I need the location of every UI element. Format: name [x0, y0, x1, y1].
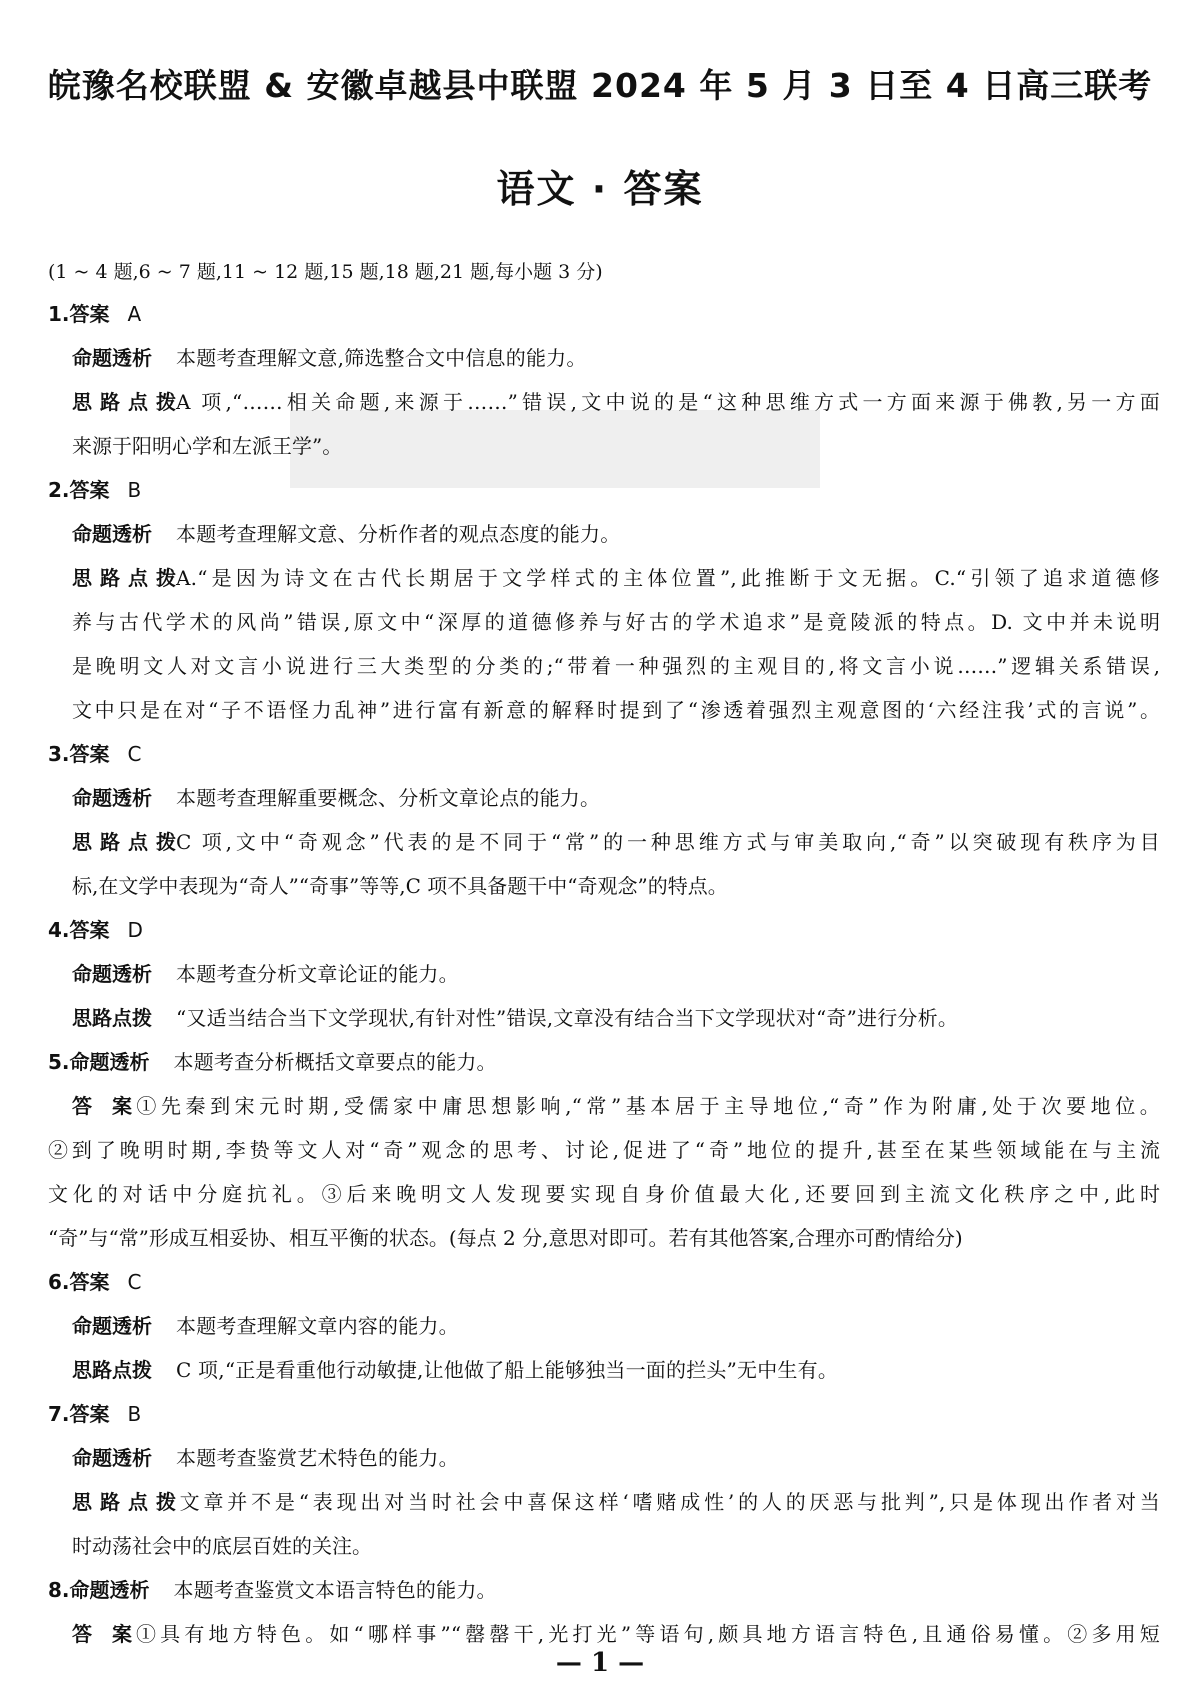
intent-text: 本题考查理解重要概念、分析文章论点的能力。 — [176, 786, 601, 810]
answer-value: D — [127, 918, 143, 942]
question-5-intent-row — [48, 1040, 1160, 1084]
question-number: 1. — [48, 302, 70, 326]
intent-label: 命题透析 — [72, 522, 152, 546]
intent-text: 本题考查理解文意,筛选整合文中信息的能力。 — [176, 346, 587, 370]
question-6-hint-row — [48, 1348, 1160, 1392]
question-5-answer-continued: ②到了晚明时期,李贽等文人对“奇”观念的思考、讨论,促进了“奇”地位的提升,甚至在某些领域能在与主流 — [48, 1138, 1160, 1162]
page-number: — 1 — — [555, 1648, 645, 1678]
question-3-hint-row — [48, 820, 1160, 864]
answer-label: 答案 — [72, 1622, 132, 1646]
question-number: 8. — [48, 1578, 70, 1602]
question-8-intent-row — [48, 1568, 1160, 1612]
intent-text: 本题考查分析概括文章要点的能力。 — [173, 1050, 497, 1074]
hint-label: 思路点拨 — [72, 830, 176, 854]
question-2-hint-row — [48, 556, 1160, 600]
question-number: 2. — [48, 478, 70, 502]
exam-title: 皖豫名校联盟 & 安徽卓越县中联盟 2024 年 5 月 3 日至 4 日高三联考 — [47, 66, 1153, 105]
question-2-intent-row — [48, 512, 1160, 556]
question-2-hint-continued: 养与古代学术的风尚”错误,原文中“深厚的道德修养与好古的学术追求”是竟陵派的特点。D. 文中并未说明 — [72, 610, 1160, 634]
answer-content — [48, 252, 1160, 1656]
exam-subtitle: 语文 · 答案 — [496, 167, 704, 211]
answer-value: B — [127, 1402, 142, 1426]
question-3-intent-row — [48, 776, 1160, 820]
hint-text: “又适当结合当下文学现状,有针对性”错误,文章没有结合当下文学现状对“奇”进行分析。 — [176, 1006, 959, 1030]
answer-label: 答案 — [69, 742, 110, 766]
answer-value: A — [127, 302, 142, 326]
question-number: 7. — [48, 1402, 70, 1426]
question-7-hint-continued: 时动荡社会中的底层百姓的关注。 — [72, 1534, 372, 1558]
intent-label: 命题透析 — [72, 786, 152, 810]
answer-value: B — [127, 478, 142, 502]
intent-label: 命题透析 — [69, 1578, 150, 1602]
intent-label: 命题透析 — [72, 962, 152, 986]
hint-label: 思路点拨 — [72, 566, 176, 590]
intent-label: 命题透析 — [72, 1446, 152, 1470]
hint-label: 思路点拨 — [72, 1490, 176, 1514]
answer-label: 答案 — [69, 302, 110, 326]
question-6-answer-row — [48, 1260, 1160, 1304]
intent-text: 本题考查理解文章内容的能力。 — [176, 1314, 459, 1338]
answer-label: 答案 — [69, 1270, 110, 1294]
intent-label: 命题透析 — [72, 1314, 152, 1338]
question-number: 6. — [48, 1270, 70, 1294]
hint-text: 文章并不是“表现出对当时社会中喜保这样‘嗜赌成性’的人的厌恶与批判”,只是体现出作者对当 — [176, 1490, 1160, 1514]
answer-label: 答案 — [72, 1094, 132, 1118]
question-4-hint-row — [48, 996, 1160, 1040]
question-2-hint-continued: 是晚明文人对文言小说进行三大类型的分类的;“带着一种强烈的主观目的,将文言小说……”逻辑关系错误, — [72, 654, 1160, 678]
answer-label: 答案 — [69, 918, 110, 942]
question-7-intent-row — [48, 1436, 1160, 1480]
answer-value: C — [127, 742, 142, 766]
intent-label: 命题透析 — [69, 1050, 150, 1074]
intent-label: 命题透析 — [72, 346, 152, 370]
answer-label: 答案 — [69, 478, 110, 502]
hint-text: A 项,“……相关命题,来源于……”错误,文中说的是“这种思维方式一方面来源于佛教,另一方面 — [176, 390, 1160, 414]
question-5-answer-row — [48, 1084, 1160, 1128]
question-3-answer-row — [48, 732, 1160, 776]
question-1-intent-row — [48, 336, 1160, 380]
question-1-hint-continued: 来源于阳明心学和左派王学”。 — [72, 434, 343, 458]
question-2-hint-continued: 文中只是在对“子不语怪力乱神”进行富有新意的解释时提到了“渗透着强烈主观意图的‘六经注我’式的言说”。 — [72, 698, 1160, 722]
answer-label: 答案 — [69, 1402, 110, 1426]
question-1-hint-row — [48, 380, 1160, 424]
question-number: 3. — [48, 742, 70, 766]
hint-text: A.“是因为诗文在古代长期居于文学样式的主体位置”,此推断于文无据。C.“引领了追求道德修 — [176, 566, 1160, 590]
question-5-answer-continued: “奇”与“常”形成互相妥协、相互平衡的状态。(每点 2 分,意思对即可。若有其他答案,合理亦可酌情给分) — [48, 1226, 963, 1250]
hint-label: 思路点拨 — [72, 390, 176, 414]
answer-value: C — [127, 1270, 142, 1294]
question-2-answer-row — [48, 468, 1160, 512]
question-number: 4. — [48, 918, 70, 942]
hint-label: 思路点拨 — [72, 1006, 152, 1030]
answer-text: ①具有地方特色。如“哪样事”“罄罄干,光打光”等语句,颇具地方语言特色,且通俗易懂。②多用短 — [132, 1622, 1160, 1646]
intent-text: 本题考查分析文章论证的能力。 — [176, 962, 459, 986]
intent-text: 本题考查鉴赏文本语言特色的能力。 — [173, 1578, 497, 1602]
scoring-note: (1 ~ 4 题,6 ~ 7 题,11 ~ 12 题,15 题,18 题,21 题,每小题 3 分) — [48, 261, 603, 283]
question-1-answer-row — [48, 292, 1160, 336]
intent-text: 本题考查理解文意、分析作者的观点态度的能力。 — [176, 522, 621, 546]
question-7-answer-row — [48, 1392, 1160, 1436]
question-7-hint-row — [48, 1480, 1160, 1524]
question-number: 5. — [48, 1050, 70, 1074]
hint-text: C 项,“正是看重他行动敏捷,让他做了船上能够独当一面的拦头”无中生有。 — [176, 1358, 839, 1382]
question-6-intent-row — [48, 1304, 1160, 1348]
hint-text: C 项,文中“奇观念”代表的是不同于“常”的一种思维方式与审美取向,“奇”以突破现有秩序为目 — [176, 830, 1160, 854]
intent-text: 本题考查鉴赏艺术特色的能力。 — [176, 1446, 459, 1470]
answer-text: ①先秦到宋元时期,受儒家中庸思想影响,“常”基本居于主导地位,“奇”作为附庸,处于次要地位。 — [132, 1094, 1160, 1118]
question-4-answer-row — [48, 908, 1160, 952]
question-4-intent-row — [48, 952, 1160, 996]
question-5-answer-continued: 文化的对话中分庭抗礼。③后来晚明文人发现要实现自身价值最大化,还要回到主流文化秩序之中,此时 — [48, 1182, 1160, 1206]
hint-label: 思路点拨 — [72, 1358, 152, 1382]
question-3-hint-continued: 标,在文学中表现为“奇人”“奇事”等等,C 项不具备题干中“奇观念”的特点。 — [72, 874, 728, 898]
